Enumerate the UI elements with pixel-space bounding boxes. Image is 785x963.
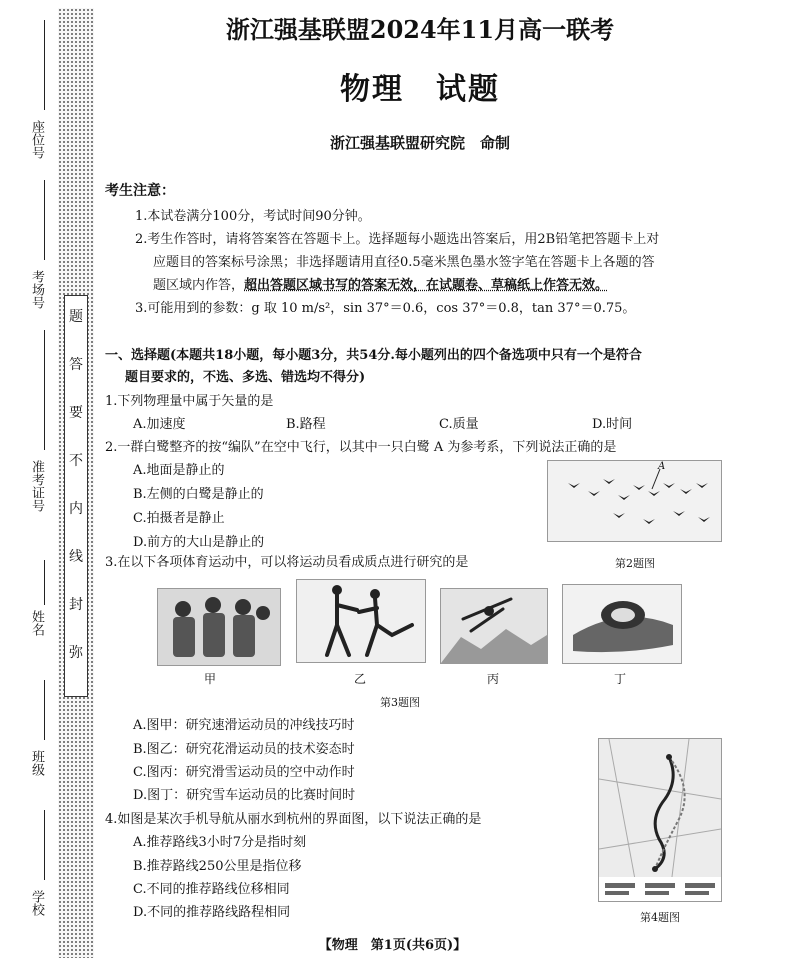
q1-option-a: A.加速度	[133, 417, 186, 432]
admission-number-label: 准考证号	[29, 460, 44, 512]
figure-skating-photo	[296, 579, 426, 663]
figure-skating-illustration	[297, 580, 425, 662]
subject-title: 物理 试题	[340, 72, 500, 107]
seal-char: 内	[69, 501, 83, 517]
egret-a-label: A	[658, 461, 666, 472]
q2-option-d: D.前方的大山是静止的	[133, 535, 265, 550]
notice-item: 1.本试卷满分100分，考试时间90分钟。	[135, 209, 371, 224]
school-label: 学校	[29, 890, 44, 916]
binding-margin	[0, 0, 100, 963]
q4-stem: 4.如图是某次手机导航从丽水到杭州的界面图，以下说法正确的是	[105, 812, 482, 827]
notice-item: 应题目的答案标号涂黑；非选择题请用直径0.5毫米黑色墨水签字笔在答题卡上各题的答	[153, 255, 655, 270]
notice-heading: 考生注意：	[105, 183, 175, 199]
page-footer: 【物理 第1页(共6页)】	[318, 938, 467, 953]
ski-jump-photo	[440, 588, 548, 664]
q1-option-b: B.路程	[286, 417, 326, 432]
q2-stem: 2.一群白鹭整齐的按“编队”在空中飞行，以其中一只白鹭 A 为参考系，下列说法正确的是	[105, 440, 617, 455]
q4-option-a: A.推荐路线3小时7分是指时刻	[133, 835, 307, 850]
notice-item	[153, 274, 608, 293]
notice-item: 2.考生作答时，请将答案答在答题卡上。选择题每小题选出答案后，用2B铅笔把答题卡上对	[135, 232, 660, 247]
speed-skating-illustration	[158, 589, 280, 665]
exam-room-label: 考场号	[29, 270, 44, 309]
exam-page	[100, 0, 785, 963]
seat-number-label: 座位号	[29, 120, 44, 159]
seal-char: 答	[69, 357, 83, 373]
q2-figure-caption: 第2题图	[615, 557, 655, 570]
q3-stem: 3.在以下各项体育运动中，可以将运动员看成质点进行研究的是	[105, 555, 469, 570]
q2-option-a: A.地面是静止的	[133, 463, 225, 478]
seal-char: 要	[69, 405, 83, 421]
q4-option-d: D.不同的推荐路线路程相同	[133, 905, 291, 920]
seal-char: 弥	[69, 645, 83, 661]
name-line	[44, 560, 45, 605]
fig3-label-bing: 丙	[486, 672, 499, 686]
notice-item-text: 题区域内作答，	[153, 278, 245, 293]
q3-option-b: B.图乙：研究花滑运动员的技术姿态时	[133, 742, 355, 757]
q4-option-c: C.不同的推荐路线位移相同	[133, 882, 290, 897]
seal-char: 题	[69, 309, 83, 325]
fig3-label-jia: 甲	[203, 672, 216, 686]
exam-room-line	[44, 180, 45, 260]
class-line	[44, 680, 45, 740]
bobsled-illustration	[563, 585, 681, 663]
seal-char: 线	[69, 549, 83, 565]
egret-illustration	[548, 461, 721, 541]
section-heading-cont: 题目要求的，不选、多选、错选均不得分)	[125, 370, 366, 385]
seal-line-box	[64, 295, 88, 697]
egret-figure	[547, 460, 722, 542]
class-label: 班级	[29, 750, 44, 776]
section-heading: 一、选择题(本题共18小题，每小题3分，共54分.每小题列出的四个备选项中只有一个是符合	[105, 348, 642, 363]
q3-option-a: A.图甲：研究速滑运动员的冲线技巧时	[133, 718, 355, 733]
notice-item: 3.可能用到的参数：g 取 10 m/s²，sin 37°＝0.6，cos 37°＝0.8，tan 37°＝0.75。	[135, 301, 636, 316]
notice-emphasis: 超出答题区域书写的答案无效，在试题卷、草稿纸上作答无效。	[244, 278, 609, 293]
fig3-label-ding: 丁	[613, 672, 626, 686]
q1-stem: 1.下列物理量中属于矢量的是	[105, 394, 274, 409]
author-line: 浙江强基联盟研究院 命制	[329, 134, 510, 152]
seal-char: 不	[69, 453, 83, 469]
seat-number-line	[44, 20, 45, 110]
admission-number-line	[44, 330, 45, 450]
navigation-map-illustration	[599, 739, 721, 901]
school-line	[44, 810, 45, 880]
seal-char: 封	[69, 597, 83, 613]
bobsled-photo	[562, 584, 682, 664]
q1-option-d: D.时间	[592, 417, 633, 432]
q2-option-c: C.拍摄者是静止	[133, 511, 225, 526]
q3-option-d: D.图丁：研究雪车运动员的比赛时间时	[133, 788, 356, 803]
q1-option-c: C.质量	[439, 417, 479, 432]
speed-skating-photo	[157, 588, 281, 666]
q3-option-c: C.图丙：研究滑雪运动员的空中动作时	[133, 765, 355, 780]
q4-figure-caption: 第4题图	[640, 911, 680, 924]
navigation-map-figure	[598, 738, 722, 902]
exam-title: 浙江强基联盟2024年11月高一联考	[225, 15, 615, 44]
q4-option-b: B.推荐路线250公里是指位移	[133, 859, 302, 874]
fig3-label-yi: 乙	[353, 672, 366, 686]
ski-jump-illustration	[441, 589, 547, 663]
q2-option-b: B.左侧的白鹭是静止的	[133, 487, 264, 502]
q3-figure-caption: 第3题图	[380, 696, 420, 709]
name-label: 姓名	[29, 610, 44, 636]
